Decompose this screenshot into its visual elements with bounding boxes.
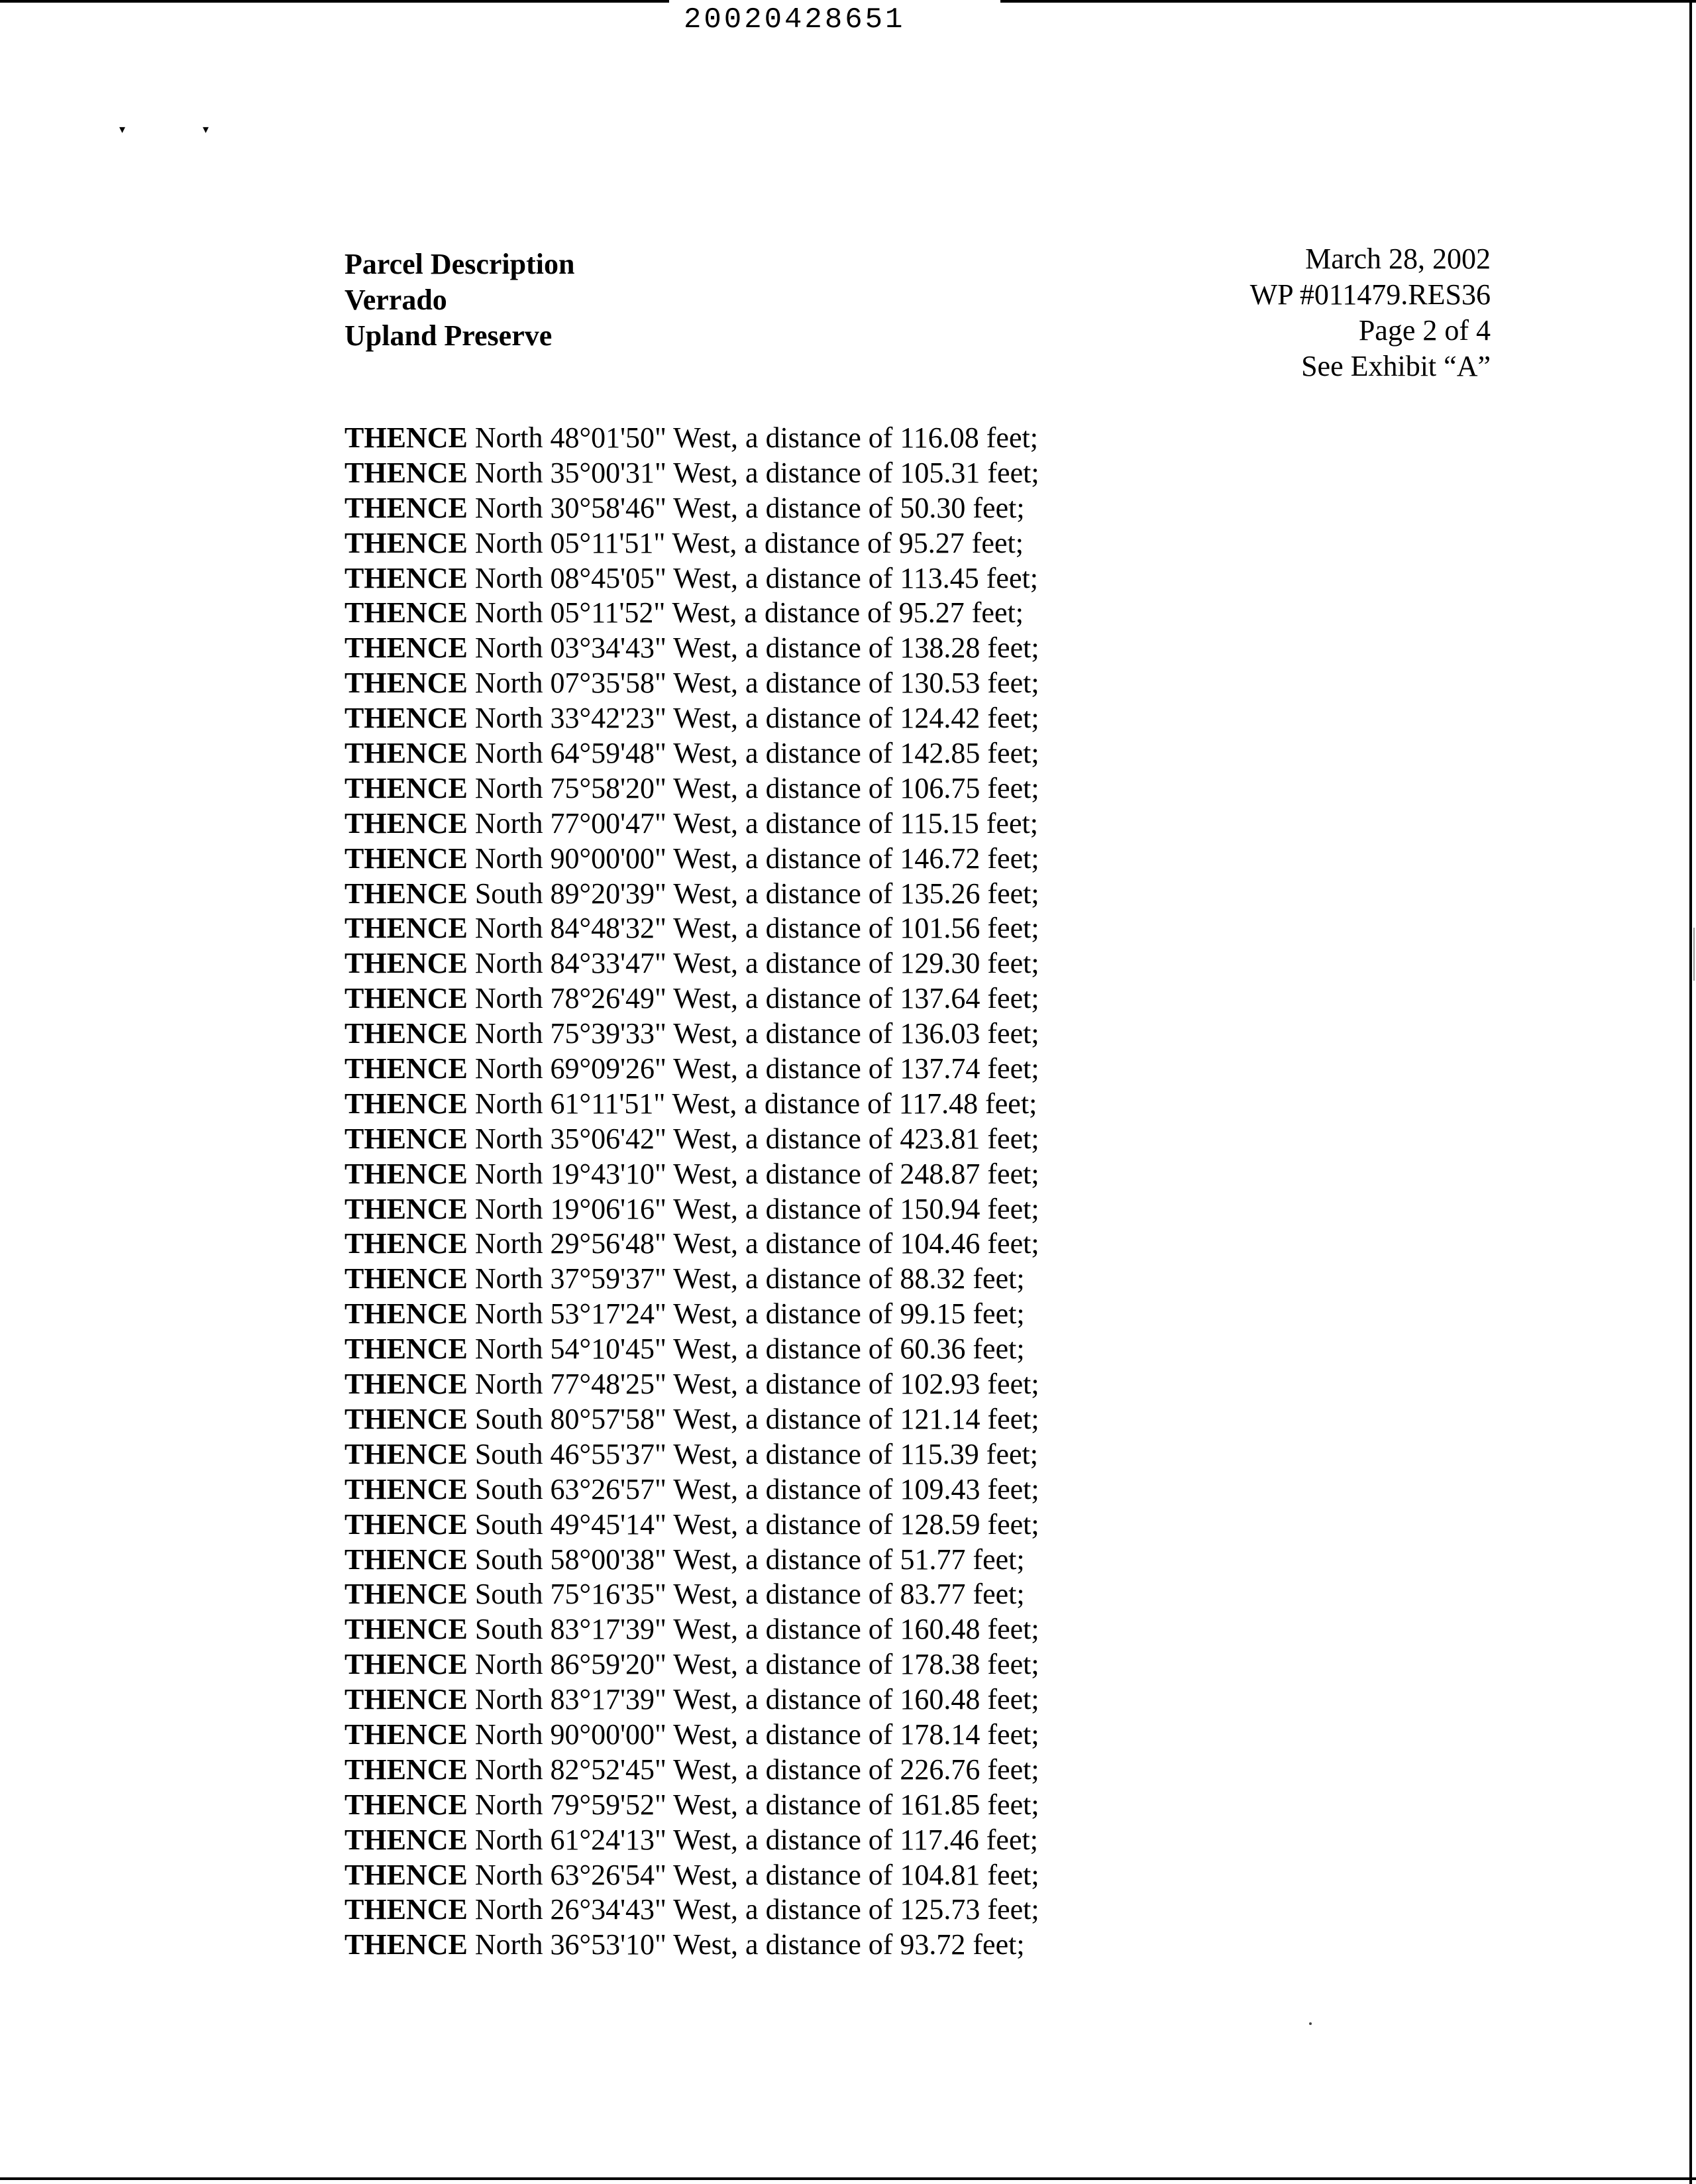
thence-keyword: THENCE <box>344 737 468 770</box>
thence-keyword: THENCE <box>344 1823 468 1856</box>
parcel-header <box>344 246 574 354</box>
boundary-call-line <box>344 1647 1039 1682</box>
boundary-call-line <box>344 771 1039 806</box>
project-name: Verrado <box>344 284 447 316</box>
thence-keyword: THENCE <box>344 1192 468 1225</box>
boundary-call-line <box>344 1367 1039 1402</box>
thence-keyword: THENCE <box>344 1472 468 1505</box>
call-text: North 19°43'10" West, a distance of 248.87 feet; <box>474 1157 1039 1190</box>
document-meta <box>1250 241 1491 384</box>
thence-keyword: THENCE <box>344 1683 468 1716</box>
thence-keyword: THENCE <box>344 526 468 559</box>
boundary-call-line <box>344 1858 1039 1893</box>
scan-edge-mark <box>1693 928 1695 981</box>
call-text: South 89°20'39" West, a distance of 135.26 feet; <box>474 877 1039 910</box>
boundary-call-line <box>344 1332 1039 1367</box>
call-text: South 80°57'58" West, a distance of 121.14 feet; <box>474 1402 1039 1435</box>
boundary-call-line <box>344 1507 1039 1543</box>
thence-keyword: THENCE <box>344 1437 468 1470</box>
call-text: North 77°48'25" West, a distance of 102.93 feet; <box>474 1368 1039 1401</box>
tick-mark-icon: ▾ <box>119 123 126 136</box>
call-text: North 35°00'31" West, a distance of 105.31 feet; <box>474 456 1039 489</box>
boundary-call-line <box>344 1718 1039 1753</box>
boundary-call-line <box>344 946 1039 981</box>
boundary-call-line <box>344 1122 1039 1157</box>
boundary-call-line <box>344 1227 1039 1262</box>
call-text: North 30°58'46" West, a distance of 50.30 feet; <box>474 491 1025 524</box>
call-text: North 90°00'00" West, a distance of 146.72 feet; <box>474 842 1039 875</box>
tick-mark-icon: ▾ <box>203 123 209 136</box>
boundary-call-line <box>344 736 1039 771</box>
thence-keyword: THENCE <box>344 491 468 524</box>
boundary-call-line <box>344 666 1039 701</box>
thence-keyword: THENCE <box>344 912 468 945</box>
call-text: North 05°11'52" West, a distance of 95.27 feet; <box>474 596 1024 629</box>
call-text: South 75°16'35" West, a distance of 83.77 feet; <box>474 1578 1025 1611</box>
boundary-call-line <box>344 1016 1039 1052</box>
exhibit-reference: See Exhibit “A” <box>1301 350 1491 382</box>
call-text: North 69°09'26" West, a distance of 137.74 feet; <box>474 1052 1039 1085</box>
boundary-call-line <box>344 1788 1039 1823</box>
call-text: North 75°39'33" West, a distance of 136.03 feet; <box>474 1017 1039 1050</box>
thence-keyword: THENCE <box>344 982 468 1015</box>
call-text: North 61°24'13" West, a distance of 117.46 feet; <box>474 1823 1038 1856</box>
thence-keyword: THENCE <box>344 667 468 700</box>
call-text: North 61°11'51" West, a distance of 117.48 feet; <box>474 1087 1037 1120</box>
thence-keyword: THENCE <box>344 1858 468 1891</box>
call-text: North 08°45'05" West, a distance of 113.45 feet; <box>474 561 1038 594</box>
call-text: North 82°52'45" West, a distance of 226.76 feet; <box>474 1753 1039 1786</box>
thence-keyword: THENCE <box>344 947 468 980</box>
thence-keyword: THENCE <box>344 1157 468 1190</box>
page-border-bottom <box>0 2177 1696 2180</box>
boundary-call-line <box>344 1892 1039 1928</box>
call-text: North 37°59'37" West, a distance of 88.32 feet; <box>474 1262 1025 1295</box>
thence-keyword: THENCE <box>344 1543 468 1576</box>
call-text: North 54°10'45" West, a distance of 60.36 feet; <box>474 1333 1025 1366</box>
boundary-call-line <box>344 1753 1039 1788</box>
boundary-call-line <box>344 491 1039 526</box>
call-text: North 05°11'51" West, a distance of 95.27 feet; <box>474 526 1024 559</box>
call-text: North 77°00'47" West, a distance of 115.15 feet; <box>474 806 1038 840</box>
thence-keyword: THENCE <box>344 456 468 489</box>
boundary-call-line <box>344 806 1039 842</box>
boundary-call-line <box>344 1402 1039 1437</box>
call-text: South 49°45'14" West, a distance of 128.59 feet; <box>474 1507 1039 1541</box>
boundary-call-line <box>344 1682 1039 1718</box>
call-text: North 35°06'42" West, a distance of 423.81 feet; <box>474 1122 1039 1155</box>
call-text: North 07°35'58" West, a distance of 130.53 feet; <box>474 667 1039 700</box>
thence-keyword: THENCE <box>344 631 468 665</box>
thence-keyword: THENCE <box>344 877 468 910</box>
thence-keyword: THENCE <box>344 1753 468 1786</box>
work-project-number: WP #011479.RES36 <box>1249 278 1491 311</box>
call-text: North 78°26'49" West, a distance of 137.64 feet; <box>474 982 1039 1015</box>
boundary-call-line <box>344 1262 1039 1297</box>
thence-keyword: THENCE <box>344 1402 468 1435</box>
call-text: North 83°17'39" West, a distance of 160.48 feet; <box>474 1683 1039 1716</box>
document-number: 20020428651 <box>684 3 906 36</box>
call-text: North 26°34'43" West, a distance of 125.73 feet; <box>474 1893 1039 1926</box>
thence-keyword: THENCE <box>344 1788 468 1821</box>
thence-keyword: THENCE <box>344 1262 468 1295</box>
call-text: South 46°55'37" West, a distance of 115.39 feet; <box>474 1437 1038 1470</box>
call-text: North 19°06'16" West, a distance of 150.94 feet; <box>474 1192 1039 1225</box>
boundary-call-line <box>344 1472 1039 1507</box>
page-border-top-right <box>1000 0 1696 3</box>
thence-keyword: THENCE <box>344 1333 468 1366</box>
document-date: March 28, 2002 <box>1305 243 1491 275</box>
page-border-right <box>1689 0 1692 2184</box>
boundary-call-line <box>344 1297 1039 1332</box>
thence-keyword: THENCE <box>344 1893 468 1926</box>
call-text: North 63°26'54" West, a distance of 104.81 feet; <box>474 1858 1039 1891</box>
boundary-call-line <box>344 561 1039 596</box>
boundary-call-line <box>344 1612 1039 1647</box>
call-text: North 36°53'10" West, a distance of 93.72 feet; <box>474 1928 1025 1961</box>
call-text: North 03°34'43" West, a distance of 138.28 feet; <box>474 631 1039 665</box>
thence-keyword: THENCE <box>344 1718 468 1751</box>
boundary-call-line <box>344 1823 1039 1858</box>
boundary-call-line <box>344 1437 1039 1472</box>
call-text: North 33°42'23" West, a distance of 124.42 feet; <box>474 702 1039 735</box>
boundary-call-line <box>344 421 1039 456</box>
thence-keyword: THENCE <box>344 1578 468 1611</box>
call-text: North 86°59'20" West, a distance of 178.38 feet; <box>474 1648 1039 1681</box>
boundary-call-line <box>344 877 1039 912</box>
thence-keyword: THENCE <box>344 1368 468 1401</box>
thence-keyword: THENCE <box>344 1648 468 1681</box>
boundary-call-line <box>344 981 1039 1016</box>
call-text: North 53°17'24" West, a distance of 99.15 feet; <box>474 1297 1025 1331</box>
scan-speck <box>1309 2022 1312 2025</box>
thence-keyword: THENCE <box>344 1928 468 1961</box>
call-text: North 79°59'52" West, a distance of 161.85 feet; <box>474 1788 1039 1821</box>
boundary-call-line <box>344 911 1039 946</box>
thence-keyword: THENCE <box>344 596 468 629</box>
boundary-call-line <box>344 842 1039 877</box>
boundary-call-line <box>344 596 1039 631</box>
call-text: South 58°00'38" West, a distance of 51.77 feet; <box>474 1543 1025 1576</box>
page-indicator: Page 2 of 4 <box>1358 314 1491 347</box>
page-border-top-left <box>0 0 669 3</box>
call-text: North 29°56'48" West, a distance of 104.46 feet; <box>474 1227 1039 1260</box>
call-text: North 90°00'00" West, a distance of 178.14 feet; <box>474 1718 1039 1751</box>
call-text: North 48°01'50" West, a distance of 116.08 feet; <box>474 421 1038 454</box>
boundary-call-line <box>344 1157 1039 1192</box>
thence-keyword: THENCE <box>344 842 468 875</box>
boundary-call-line <box>344 1928 1039 1963</box>
call-text: North 64°59'48" West, a distance of 142.85 feet; <box>474 737 1039 770</box>
boundary-call-line <box>344 1087 1039 1122</box>
boundary-calls-list <box>344 421 1039 1963</box>
thence-keyword: THENCE <box>344 702 468 735</box>
thence-keyword: THENCE <box>344 1017 468 1050</box>
parcel-title: Parcel Description <box>344 248 575 280</box>
boundary-call-line <box>344 526 1039 561</box>
thence-keyword: THENCE <box>344 806 468 840</box>
call-text: North 84°33'47" West, a distance of 129.30 feet; <box>474 947 1039 980</box>
boundary-call-line <box>344 456 1039 491</box>
call-text: North 84°48'32" West, a distance of 101.56 feet; <box>474 912 1039 945</box>
call-text: South 83°17'39" West, a distance of 160.48 feet; <box>474 1613 1039 1646</box>
thence-keyword: THENCE <box>344 771 468 804</box>
boundary-call-line <box>344 1577 1039 1612</box>
parcel-name: Upland Preserve <box>344 319 553 352</box>
call-text: North 75°58'20" West, a distance of 106.75 feet; <box>474 771 1039 804</box>
boundary-call-line <box>344 701 1039 736</box>
thence-keyword: THENCE <box>344 1507 468 1541</box>
boundary-call-line <box>344 1543 1039 1578</box>
boundary-call-line <box>344 1192 1039 1227</box>
boundary-call-line <box>344 1052 1039 1087</box>
thence-keyword: THENCE <box>344 1087 468 1120</box>
call-text: South 63°26'57" West, a distance of 109.43 feet; <box>474 1472 1039 1505</box>
thence-keyword: THENCE <box>344 1227 468 1260</box>
thence-keyword: THENCE <box>344 1613 468 1646</box>
thence-keyword: THENCE <box>344 1052 468 1085</box>
thence-keyword: THENCE <box>344 1297 468 1331</box>
boundary-call-line <box>344 631 1039 666</box>
thence-keyword: THENCE <box>344 1122 468 1155</box>
thence-keyword: THENCE <box>344 561 468 594</box>
thence-keyword: THENCE <box>344 421 468 454</box>
